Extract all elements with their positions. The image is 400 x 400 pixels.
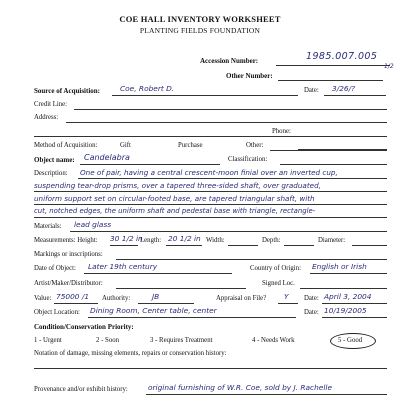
- signed-label: Signed Loc.: [262, 280, 295, 287]
- date-object-value[interactable]: Later 19th century: [88, 262, 158, 271]
- location-date-value[interactable]: 10/19/2005: [324, 306, 367, 315]
- other-number-label: Other Number:: [226, 72, 273, 80]
- accession-number-line: [276, 65, 390, 66]
- artist-label: Artist/Maker/Distributor:: [34, 280, 103, 287]
- authority-label: Authority:: [102, 295, 131, 302]
- length-value[interactable]: 20 1/2 in: [168, 234, 201, 243]
- classification-label: Classification:: [228, 156, 268, 163]
- location-line: [88, 317, 296, 318]
- method-label: Method of Acquisition:: [34, 142, 98, 149]
- value-date-line: [322, 303, 387, 304]
- width-label: Width:: [206, 237, 225, 244]
- description-line-3: [34, 204, 387, 205]
- accession-number-label: Accession Number:: [200, 57, 259, 65]
- method-option-purchase[interactable]: Purchase: [178, 142, 203, 149]
- materials-line: [70, 231, 387, 232]
- markings-label: Markings or inscriptions:: [34, 251, 103, 258]
- location-value[interactable]: Dining Room, Center table, center: [90, 306, 217, 315]
- depth-line[interactable]: [284, 245, 314, 246]
- artist-line[interactable]: [116, 288, 246, 289]
- credit-line-label: Credit Line:: [34, 101, 68, 108]
- materials-value[interactable]: lead glass: [74, 220, 112, 229]
- value-date-label: Date:: [304, 295, 319, 302]
- value-label: Value:: [34, 295, 52, 302]
- condition-option-good[interactable]: 5 - Good: [338, 337, 363, 344]
- location-date-label: Date:: [304, 309, 319, 316]
- object-name-value[interactable]: Candelabra: [84, 153, 130, 162]
- phone-label: Phone:: [272, 128, 291, 135]
- worksheet-title: COE HALL INVENTORY WORKSHEET: [119, 14, 281, 24]
- description-line-1: [78, 178, 387, 179]
- date-top-value[interactable]: 3/26/?: [332, 84, 356, 93]
- provenance-value[interactable]: original furnishing of W.R. Coe, sold by J. Rachelle: [148, 383, 333, 392]
- source-value[interactable]: Coe, Robert D.: [120, 84, 175, 93]
- notation-label: Notation of damage, missing elements, repairs or conservation history:: [34, 350, 227, 357]
- object-name-label: Object name:: [34, 156, 75, 164]
- signed-line[interactable]: [300, 288, 387, 289]
- appraisal-line: [278, 303, 298, 304]
- country-line: [310, 273, 387, 274]
- address-label: Address:: [34, 114, 59, 121]
- description-text-2[interactable]: suspending tear-drop prisms, over a tapered three-sided shaft, over graduated,: [34, 181, 321, 190]
- classification-line[interactable]: [280, 164, 387, 165]
- date-top-line: [324, 95, 386, 96]
- other-number-line[interactable]: [278, 80, 383, 81]
- depth-label: Depth:: [262, 237, 281, 244]
- length-line: [166, 245, 202, 246]
- value-amount[interactable]: 75000 /1: [56, 292, 90, 301]
- condition-selection-circle: [330, 333, 376, 349]
- condition-option-needs-work[interactable]: 4 - Needs Work: [252, 337, 295, 344]
- appraisal-label: Appraisal on File?: [216, 295, 267, 302]
- condition-label: Condition/Conservation Priority:: [34, 323, 134, 331]
- diameter-label: Diameter:: [318, 237, 346, 244]
- description-line-2: [34, 191, 387, 192]
- appraisal-value[interactable]: Y: [284, 292, 289, 301]
- condition-option-soon[interactable]: 2 - Soon: [96, 337, 120, 344]
- address-line-1[interactable]: [66, 122, 387, 123]
- diameter-line[interactable]: [352, 245, 387, 246]
- provenance-label: Provenance and/or exhibit history:: [34, 386, 128, 393]
- authority-line: [138, 303, 194, 304]
- height-value[interactable]: 30 1/2 in: [110, 234, 143, 243]
- address-line-2[interactable]: [34, 136, 387, 137]
- condition-option-urgent[interactable]: 1 - Urgent: [34, 337, 62, 344]
- description-text-3[interactable]: uniform support set on circular-footed base, are tapered triangular shaft, with: [34, 194, 315, 203]
- method-other-line[interactable]: [270, 150, 387, 151]
- date-object-label: Date of Object:: [34, 265, 76, 272]
- accession-number-value[interactable]: 1985.007.005: [306, 51, 378, 62]
- accession-number-note: 1/2: [384, 63, 394, 70]
- height-line: [110, 245, 138, 246]
- method-other-label: Other:: [246, 142, 264, 149]
- authority-value[interactable]: JB: [152, 292, 160, 301]
- description-label: Description:: [34, 170, 68, 177]
- source-line: [112, 95, 298, 96]
- date-top-label: Date:: [304, 87, 319, 94]
- provenance-line: [146, 394, 387, 395]
- credit-line-field[interactable]: [74, 109, 387, 110]
- value-line: [54, 303, 98, 304]
- materials-label: Materials:: [34, 223, 62, 230]
- location-date-line: [322, 317, 387, 318]
- notation-line[interactable]: [34, 368, 387, 369]
- object-name-line: [80, 164, 220, 165]
- method-option-gift[interactable]: Gift: [120, 142, 131, 149]
- worksheet-subtitle: PLANTING FIELDS FOUNDATION: [139, 26, 261, 35]
- width-line[interactable]: [228, 245, 258, 246]
- markings-line[interactable]: [116, 259, 387, 260]
- description-text-4[interactable]: cut, notched edges, the uniform shaft and pedestal base with triangle, rectangle-: [34, 207, 316, 215]
- country-label: Country of Origin:: [250, 265, 301, 272]
- value-date-value[interactable]: April 3, 2004: [324, 292, 372, 301]
- description-text-1[interactable]: One of pair, having a central crescent-moon finial over an inverted cup,: [80, 168, 338, 177]
- condition-option-requires-treatment[interactable]: 3 - Requires Treatment: [150, 337, 213, 344]
- measurements-height-label: Measurements: Height:: [34, 237, 98, 244]
- location-label: Object Location:: [34, 309, 80, 316]
- source-label: Source of Acquisition:: [34, 87, 100, 95]
- date-object-line: [84, 273, 232, 274]
- description-line-4: [34, 217, 387, 218]
- country-value[interactable]: English or Irish: [312, 262, 367, 271]
- length-label: Length:: [140, 237, 162, 244]
